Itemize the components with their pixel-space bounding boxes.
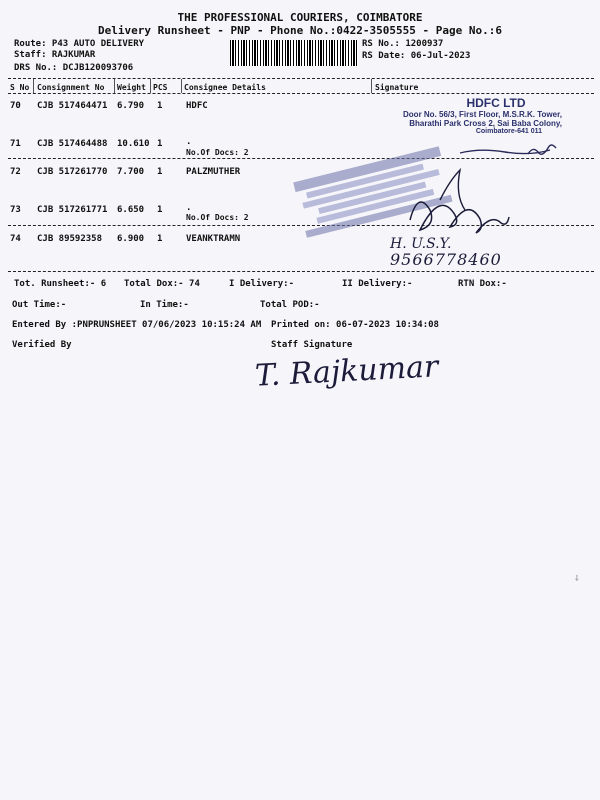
staff-handwritten-signature: T. Rajkumar bbox=[254, 349, 440, 394]
handwritten-phone-line1: H. U.S.Y. bbox=[390, 236, 452, 252]
hdfc-stamp-line3: Coimbatore-641 011 bbox=[475, 128, 542, 135]
row-weight: 6.650 bbox=[117, 205, 145, 215]
total-pod: Total POD:- bbox=[260, 300, 320, 310]
rs-date: RS Date: 06-Jul-2023 bbox=[362, 51, 471, 61]
row-pcs: 1 bbox=[157, 205, 163, 215]
row-consignee: . bbox=[186, 137, 192, 147]
entered-by: Entered By :PNPRUNSHEET 07/06/2023 10:15:24 AM bbox=[12, 320, 262, 330]
verified-by: Verified By bbox=[12, 340, 72, 350]
row-consignee: . bbox=[186, 203, 192, 213]
row-pcs: 1 bbox=[157, 234, 163, 244]
row-consignment: CJB 517464471 bbox=[37, 101, 108, 111]
row-pcs: 1 bbox=[157, 139, 163, 149]
total-dox: Total Dox:- 74 bbox=[124, 279, 200, 289]
rs-number: RS No.: 1200937 bbox=[362, 39, 444, 49]
row-consignment: CJB 517261771 bbox=[37, 205, 108, 215]
company-title: THE PROFESSIONAL COURIERS, COIMBATORE bbox=[177, 11, 423, 24]
staff-signature-label: Staff Signature bbox=[271, 340, 353, 350]
handwritten-phone-line2: 9566778460 bbox=[390, 250, 502, 269]
handwritten-phone bbox=[390, 236, 502, 268]
i-delivery: I Delivery:- bbox=[229, 279, 295, 289]
hdfc-stamp-name: HDFC LTD bbox=[466, 96, 526, 110]
stray-mark: ⸸ bbox=[575, 574, 579, 583]
staff-text: Staff: RAJKUMAR bbox=[14, 50, 96, 60]
row-pcs: 1 bbox=[157, 167, 163, 177]
row-weight: 6.790 bbox=[117, 101, 145, 111]
row-docs: No.Of Docs: 2 bbox=[186, 213, 249, 222]
printed-on: Printed on: 06-07-2023 10:34:08 bbox=[271, 320, 439, 330]
row-pcs: 1 bbox=[157, 101, 163, 111]
row-sno: 71 bbox=[10, 139, 21, 149]
row-weight: 10.610 bbox=[117, 139, 150, 149]
row-consignee: PALZMUTHER bbox=[186, 167, 241, 177]
ii-delivery: II Delivery:- bbox=[342, 279, 413, 289]
runsheet-subtitle: Delivery Runsheet - PNP - Phone No.:0422-3505555 - Page No.:6 bbox=[98, 24, 502, 37]
row-consignment: CJB 89592358 bbox=[37, 234, 103, 244]
route-text: Route: P43 AUTO DELIVERY bbox=[14, 39, 145, 49]
out-time: Out Time:- bbox=[12, 300, 67, 310]
row-docs: No.Of Docs: 2 bbox=[186, 148, 249, 157]
row-sno: 72 bbox=[10, 167, 21, 177]
col-header-signature: Signature bbox=[375, 83, 419, 92]
col-header-consignment: Consignment No bbox=[37, 83, 105, 92]
row-consignee: VEANKTRAMN bbox=[186, 234, 241, 244]
col-header-pcs: PCS bbox=[153, 83, 168, 92]
col-header-sno: S No bbox=[10, 83, 30, 92]
row-consignment: CJB 517261770 bbox=[37, 167, 108, 177]
hdfc-stamp-line1: Door No. 56/3, First Floor, M.S.R.K. Tower, bbox=[403, 110, 562, 119]
in-time: In Time:- bbox=[140, 300, 189, 310]
barcode bbox=[230, 40, 358, 66]
row-sno: 74 bbox=[10, 234, 21, 244]
col-header-weight: Weight bbox=[117, 83, 146, 92]
drs-number: DRS No.: DCJB120093706 bbox=[14, 63, 134, 73]
col-header-consignee: Consignee Details bbox=[184, 83, 266, 92]
row-sno: 73 bbox=[10, 205, 21, 215]
row-consignee: HDFC bbox=[186, 101, 208, 111]
rtn-dox: RTN Dox:- bbox=[458, 279, 507, 289]
row-sno: 70 bbox=[10, 101, 21, 111]
row-consignment: CJB 517464488 bbox=[37, 139, 108, 149]
total-runsheet: Tot. Runsheet:- 6 bbox=[14, 279, 107, 289]
hdfc-stamp-line2: Bharathi Park Cross 2, Sai Baba Colony, bbox=[409, 119, 562, 128]
row-weight: 6.900 bbox=[117, 234, 145, 244]
row-weight: 7.700 bbox=[117, 167, 145, 177]
